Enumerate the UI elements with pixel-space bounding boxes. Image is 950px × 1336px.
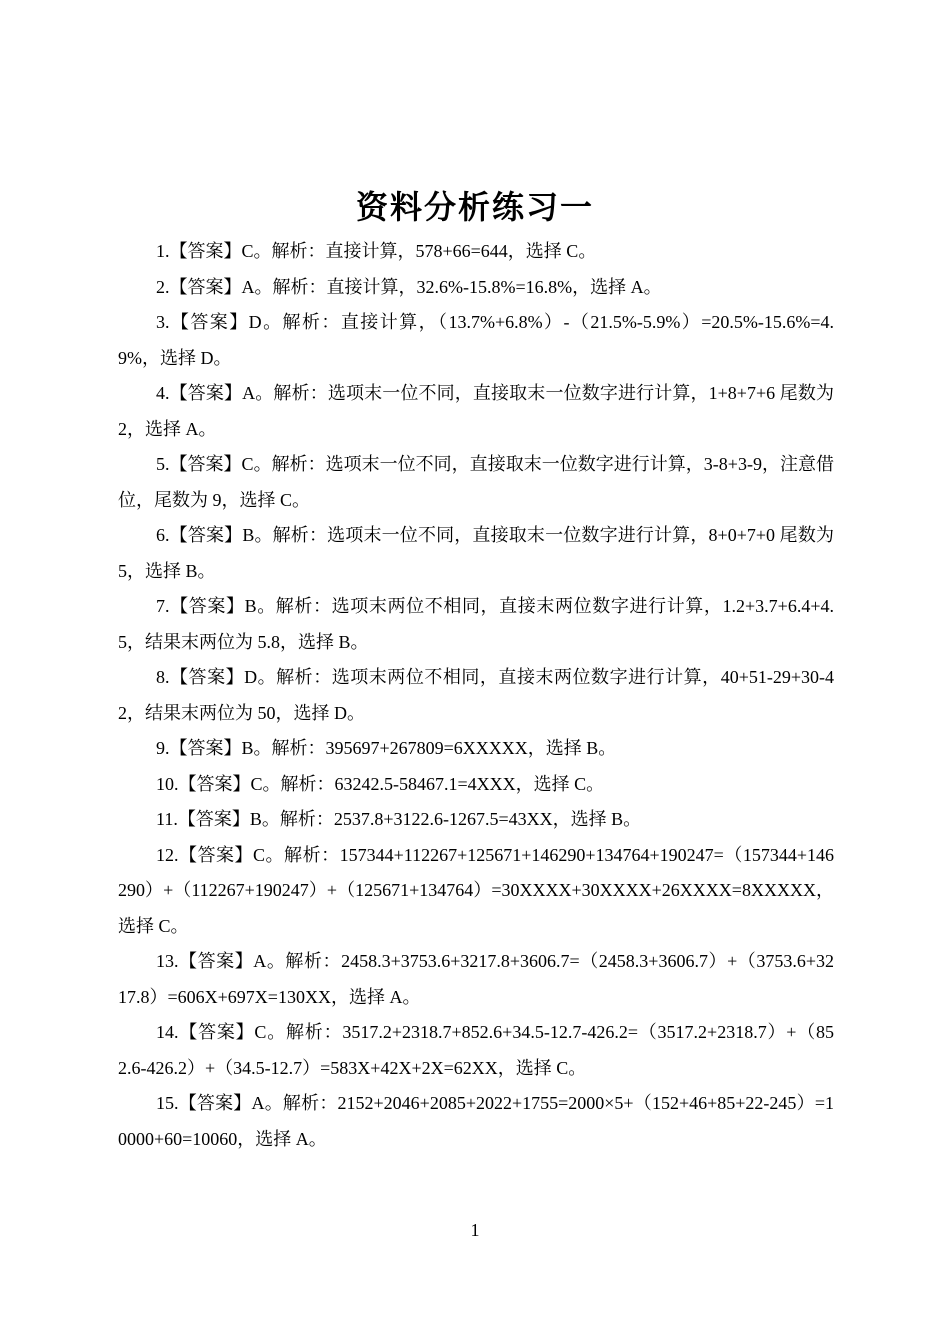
answer-item-1: 1.【答案】C。解析：直接计算，578+66=644，选择 C。 bbox=[156, 241, 597, 261]
answer-item-9: 9.【答案】B。解析：395697+267809=6XXXXX，选择 B。 bbox=[156, 738, 617, 758]
answer-item-13: 13.【答案】A。解析：2458.3+3753.6+3217.8+3606.7=（2458.3+3606.7）+（3753.6+3217.8）=606X+697X=130XX，选择 A。 bbox=[118, 951, 834, 1007]
answer-item-10: 10.【答案】C。解析：63242.5-58467.1=4XXX，选择 C。 bbox=[156, 773, 605, 794]
answer-item-12: 12.【答案】C。解析：157344+112267+125671+146290+134764+190247=（157344+146290）+（112267+190247）+（125671+134764）=30XXXX+30XXXX+26XXXX=8XXXXX，选择 C。 bbox=[118, 844, 834, 936]
answer-item-15: 15.【答案】A。解析：2152+2046+2085+2022+1755=2000×5+（152+46+85+22-245）=10000+60=10060，选择 A。 bbox=[118, 1093, 834, 1149]
answer-item-7: 7.【答案】B。解析：选项末两位不相同，直接末两位数字进行计算，1.2+3.7+6.4+4.5，结果末两位为 5.8，选择 B。 bbox=[118, 596, 834, 652]
page-number: 1 bbox=[470, 1220, 480, 1240]
answer-item-14: 14.【答案】C。解析：3517.2+2318.7+852.6+34.5-12.7-426.2=（3517.2+2318.7）+（852.6-426.2）+（34.5-12.7）=583X+42X+2X=62XX，选择 C。 bbox=[118, 1022, 834, 1078]
answer-item-6: 6.【答案】B。解析：选项末一位不同，直接取末一位数字进行计算，8+0+7+0 尾数为 5，选择 B。 bbox=[118, 525, 834, 581]
answer-item-5: 5.【答案】C。解析：选项末一位不同，直接取末一位数字进行计算，3-8+3-9，注意借位，尾数为 9，选择 C。 bbox=[118, 454, 834, 510]
answer-list bbox=[118, 234, 834, 1157]
answer-item-11: 11.【答案】B。解析：2537.8+3122.6-1267.5=43XX，选择 B。 bbox=[156, 809, 642, 829]
answer-item-4: 4.【答案】A。解析：选项末一位不同，直接取末一位数字进行计算，1+8+7+6 尾数为 2，选择 A。 bbox=[118, 383, 834, 439]
answer-item-2: 2.【答案】A。解析：直接计算，32.6%-15.8%=16.8%，选择 A。 bbox=[156, 276, 662, 297]
page-title: 资料分析练习一 bbox=[355, 188, 594, 226]
answer-item-3: 3.【答案】D。解析：直接计算，（13.7%+6.8%）-（21.5%-5.9%）=20.5%-15.6%=4.9%，选择 D。 bbox=[118, 312, 834, 368]
answer-item-8: 8.【答案】D。解析：选项末两位不相同，直接末两位数字进行计算，40+51-29+30-42，结果末两位为 50，选择 D。 bbox=[118, 667, 834, 723]
